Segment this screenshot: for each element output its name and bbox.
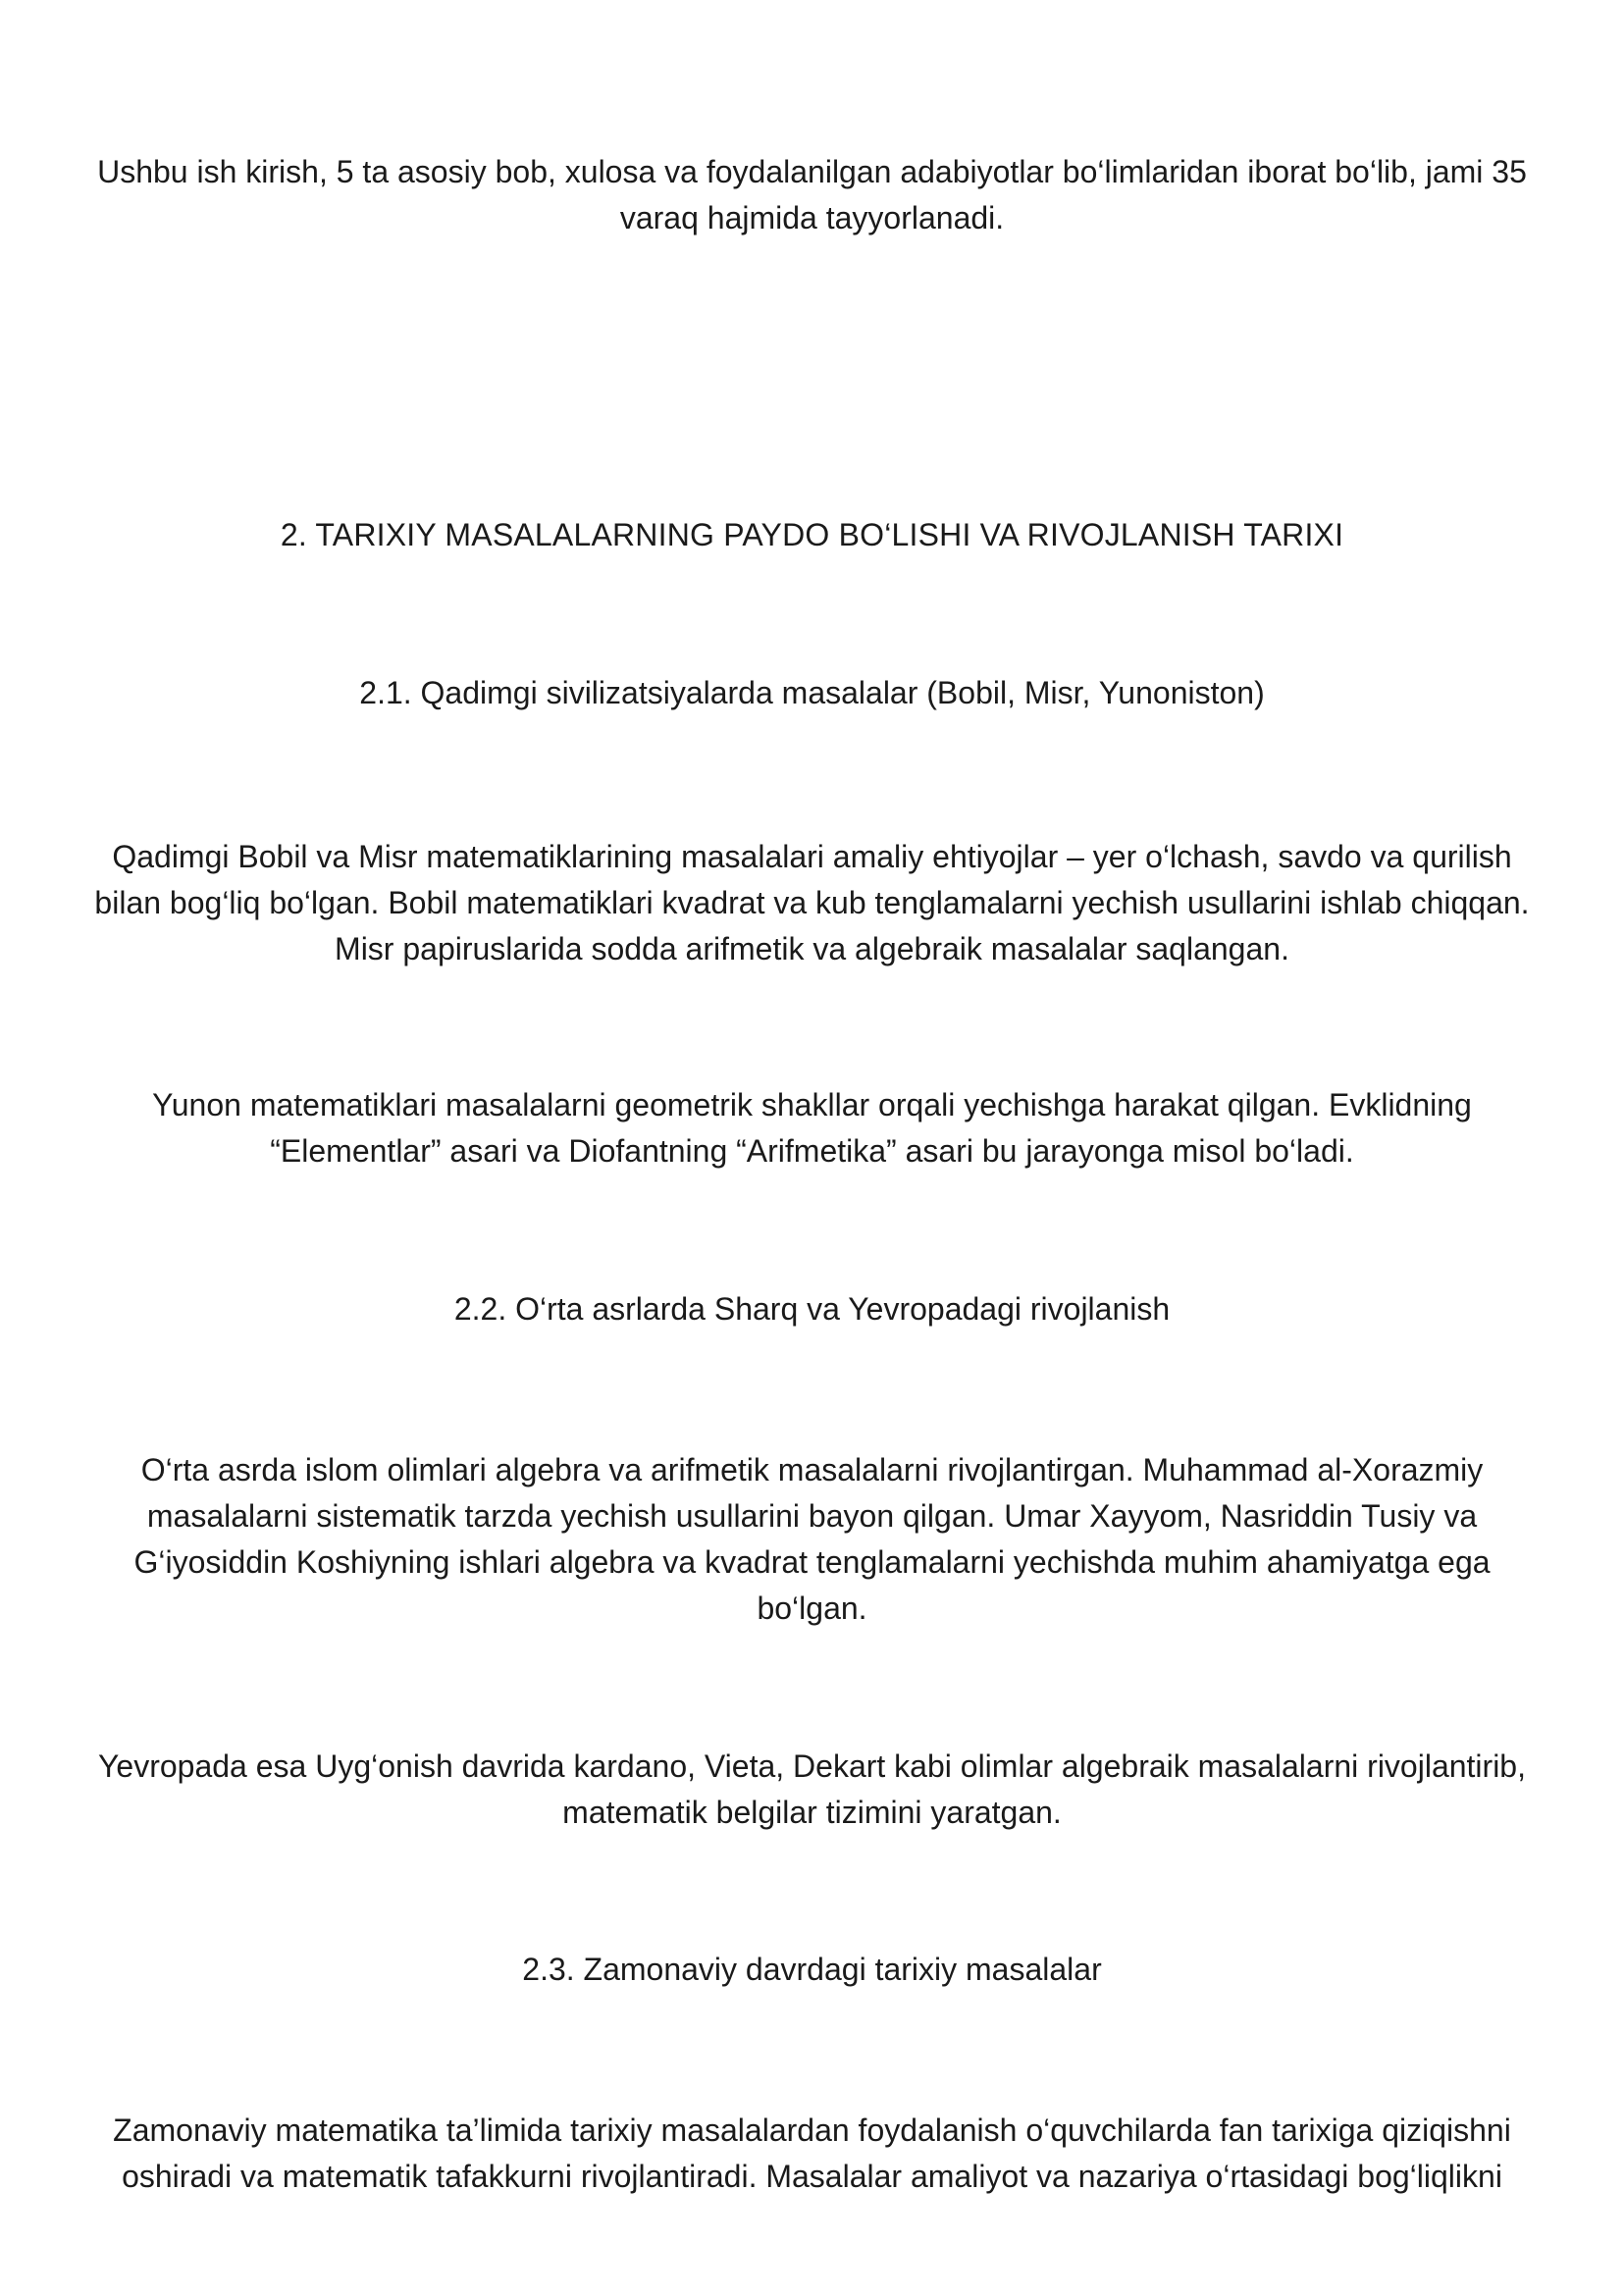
section-2-3-title: 2.3. Zamonaviy davrdagi tarixiy masalalar — [522, 1952, 1102, 1987]
section-2-2-paragraph-1: O‘rta asrda islom olimlari algebra va arifmetik masalalarni rivojlantirgan. Muhammad al-Xorazmiy masalalarni sistematik tarzda yechish usullarini bayon qilgan. Umar Xayyom, Nasriddin Tusiy va G‘iyosiddin Koshiyning ishlari algebra va kvadrat tenglamalarni yechishda muhim ahamiyatga ega bo‘lgan. — [133, 1452, 1491, 1626]
section-2-2-paragraph-2: Yevropada esa Uyg‘onish davrida kardano, Vieta, Dekart kabi olimlar algebraik masalalarni rivojlantirib, matematik belgilar tizimini yaratgan. — [98, 1748, 1526, 1830]
section-2-1-paragraph-1: Qadimgi Bobil va Misr matematiklarining masalalari amaliy ehtiyojlar – yer o‘lchash, savdo va qurilish bilan bog‘liq bo‘lgan. Bobil matematiklari kvadrat va kub tenglamalarni yechish usullarini ishlab chiqqan. Misr papiruslarida sodda arifmetik va algebraik masalalar saqlangan. — [94, 839, 1530, 966]
section-2-1-paragraph-2: Yunon matematiklari masalalarni geometrik shakllar orqali yechishga harakat qilgan. Evklidning “Elementlar” asari va Diofantning “Arifmetika” asari bu jarayonga misol bo‘ladi. — [152, 1087, 1472, 1169]
section-2-3-paragraph-1: Zamonaviy matematika ta’limida tarixiy masalalardan foydalanish o‘quvchilarda fan tarixiga qiziqishni oshiradi va matematik tafakkurni rivojlantiradi. Masalalar amaliyot va nazariya o‘rtasidagi bog‘liqlikni — [113, 2112, 1511, 2194]
section-2-1-title: 2.1. Qadimgi sivilizatsiyalarda masalalar (Bobil, Misr, Yunoniston) — [359, 675, 1265, 710]
chapter-title: 2. TARIXIY MASALALARNING PAYDO BO‘LISHI VA RIVOJLANISH TARIXI — [280, 517, 1344, 552]
intro-paragraph: Ushbu ish kirish, 5 ta asosiy bob, xulosa va foydalanilgan adabiyotlar bo‘limlaridan iborat bo‘lib, jami 35 varaq hajmida tayyorlanadi. — [97, 154, 1527, 235]
section-2-2-title: 2.2. O‘rta asrlarda Sharq va Yevropadagi rivojlanish — [453, 1291, 1171, 1327]
